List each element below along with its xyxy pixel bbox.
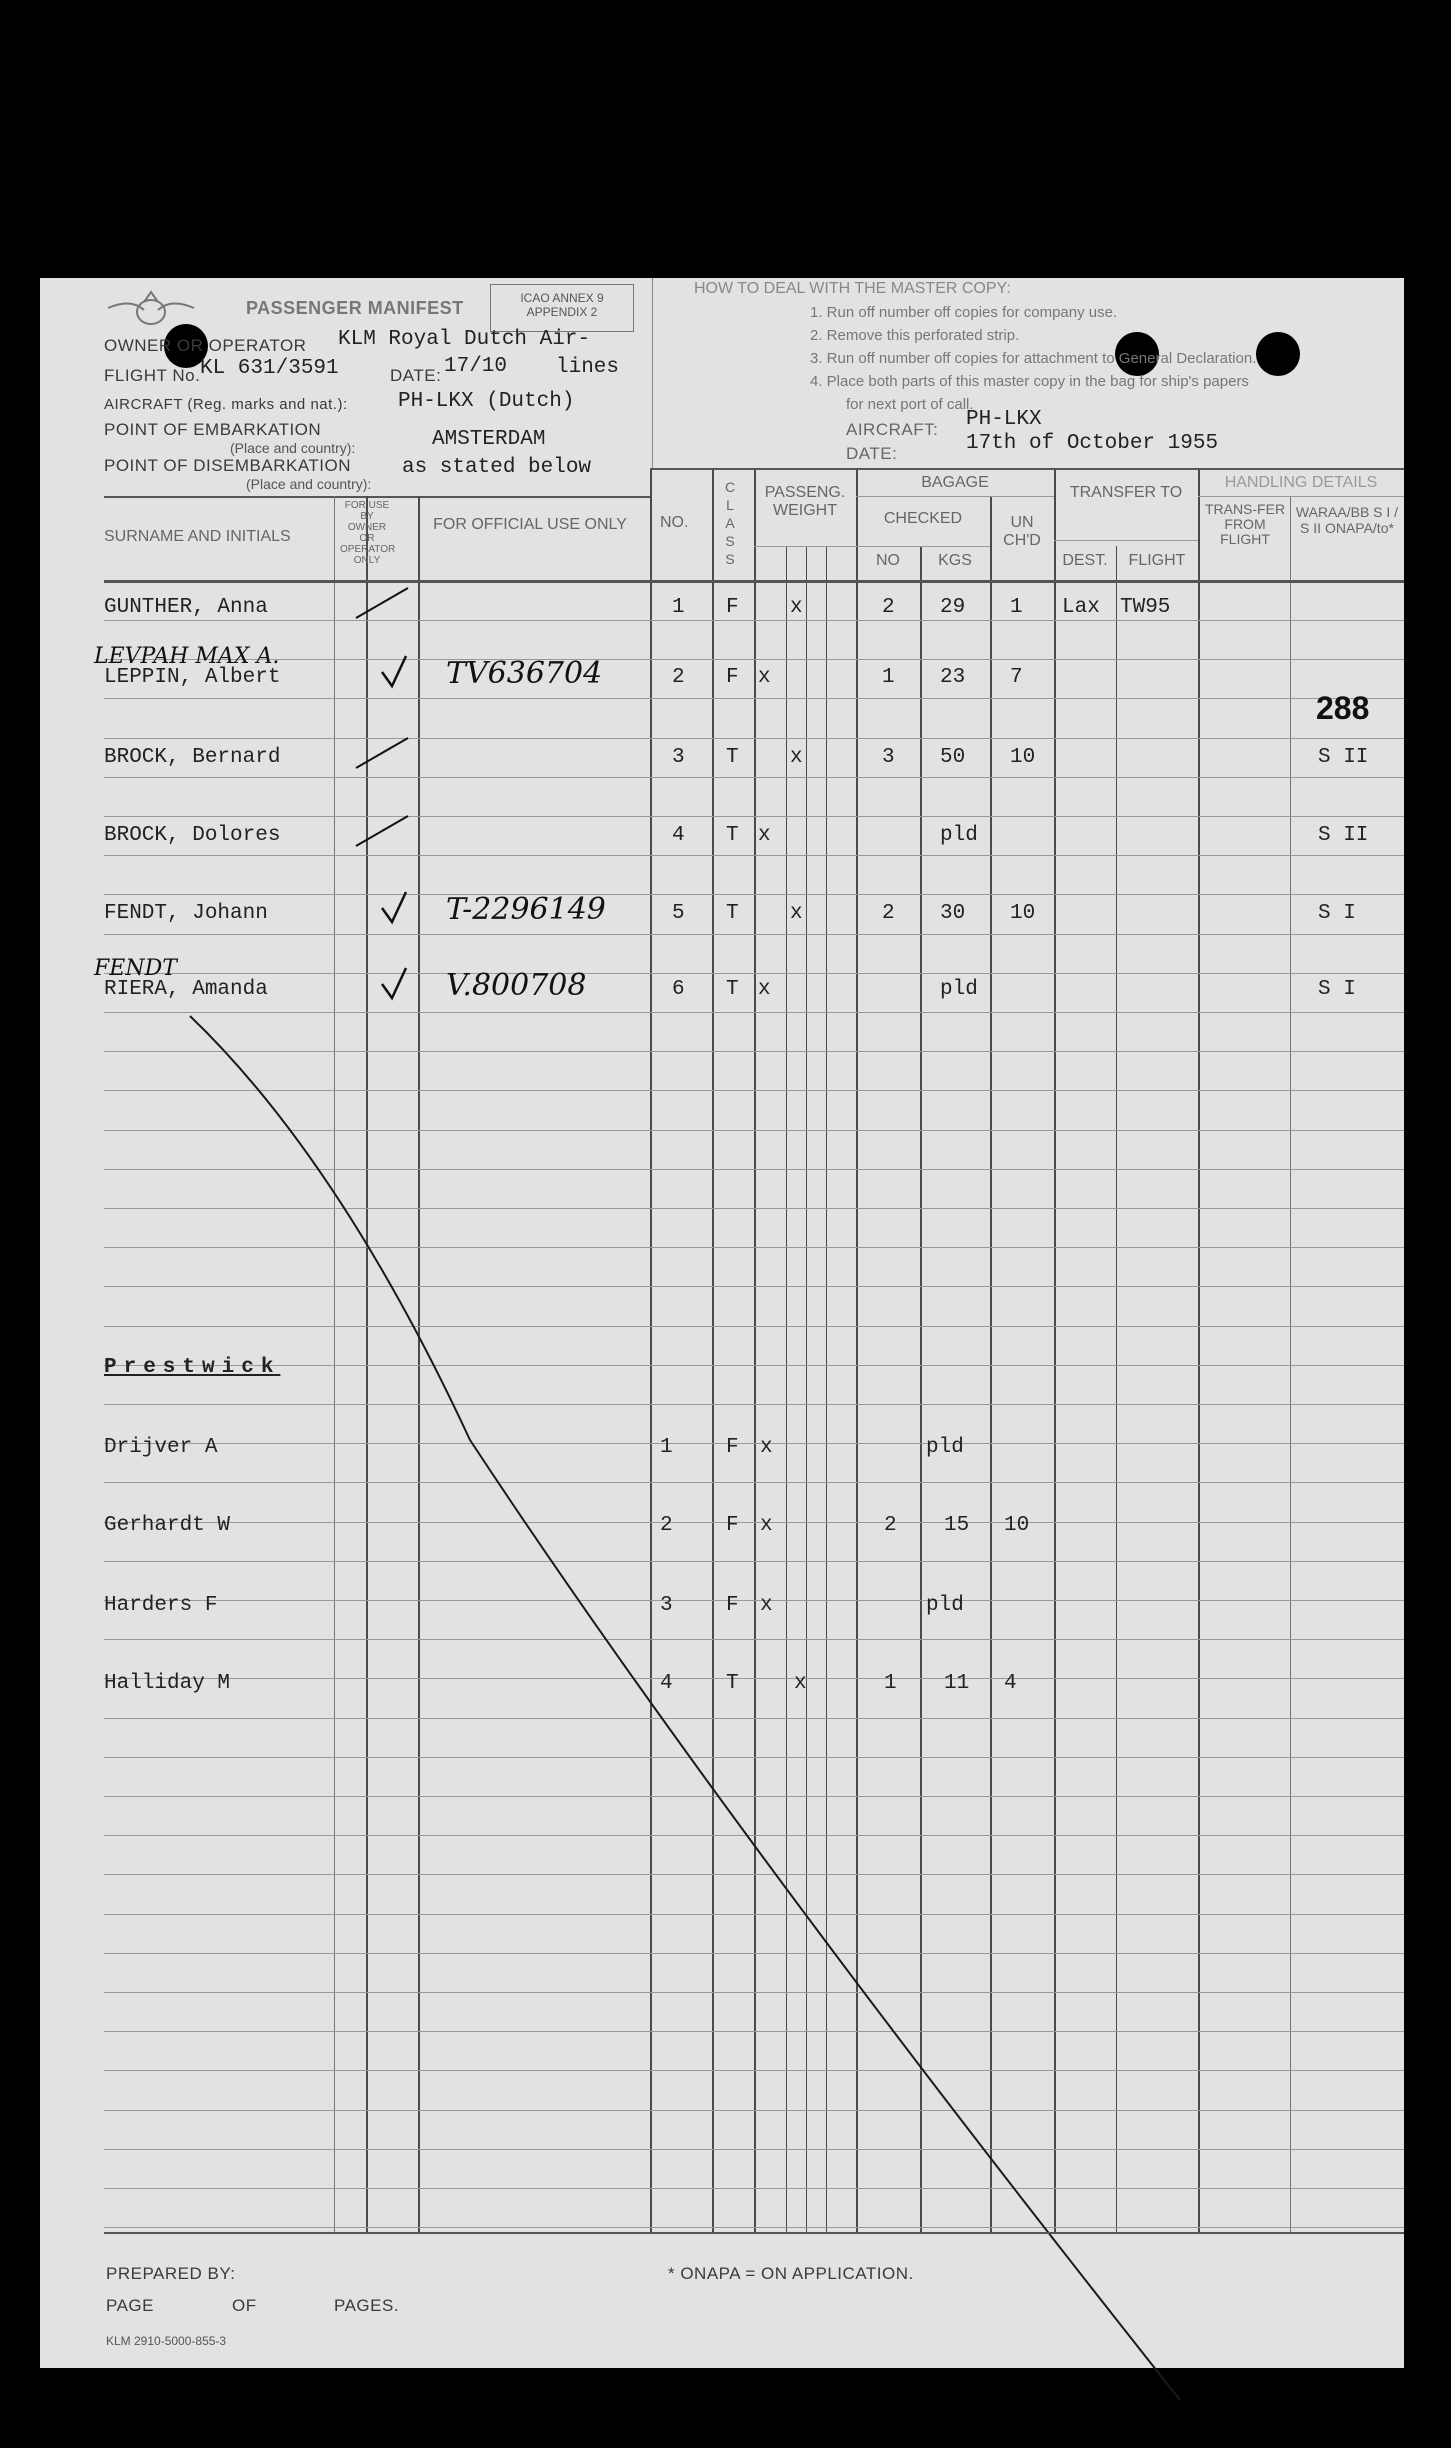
- passenger-name: FENDT, Johann: [104, 902, 268, 925]
- right-aircraft-value: PH-LKX: [966, 408, 1042, 431]
- instructions-title: HOW TO DEAL WITH THE MASTER COPY:: [694, 280, 1011, 297]
- col-header-bagage: BAGAGE: [921, 474, 989, 491]
- passenger-no: 2: [672, 666, 685, 689]
- aircraft-label: AIRCRAFT (Reg. marks and nat.):: [104, 396, 348, 413]
- owner-value: KLM Royal Dutch Air-: [338, 328, 591, 351]
- instruction-2: 2. Remove this perforated strip.: [810, 327, 1020, 344]
- col-header-official: FOR OFFICIAL USE ONLY: [433, 516, 627, 533]
- prepared-by-label: PREPARED BY:: [106, 2264, 236, 2283]
- handling-code: S I: [1318, 902, 1356, 925]
- disembark-label: POINT OF DISEMBARKATION: [104, 456, 352, 475]
- passenger-name: LEPPIN, Albert: [104, 666, 281, 689]
- instruction-5: for next port of call.: [846, 396, 974, 413]
- onapa-note: * ONAPA = ON APPLICATION.: [668, 2264, 914, 2283]
- form-title: PASSENGER MANIFEST: [246, 298, 464, 318]
- bag-kgs: 50: [940, 746, 966, 769]
- passenger-name: Harders F: [104, 1594, 218, 1617]
- passenger-class: F: [726, 1514, 739, 1537]
- col-header-surname: SURNAME AND INITIALS: [104, 528, 291, 545]
- flight-label: FLIGHT No.: [104, 366, 201, 385]
- passenger-name: RIERA, Amanda: [104, 978, 268, 1001]
- owner-value-cont: lines: [556, 356, 620, 379]
- bag-count: 2: [882, 596, 895, 619]
- handling-code: S I: [1318, 978, 1356, 1001]
- passenger-weight-mark: x: [760, 1594, 773, 1617]
- instruction-3: 3. Run off number off copies for attachment to General Declaration.: [810, 350, 1257, 367]
- instruction-4: 4. Place both parts of this master copy in the bag for ship's papers: [810, 373, 1249, 390]
- col-header-bag-no: NO: [876, 552, 900, 569]
- passenger-class: F: [726, 1436, 739, 1459]
- embark-sub: (Place and country):: [230, 440, 356, 456]
- transfer-dest: Lax: [1062, 596, 1100, 619]
- flight-value: KL 631/3591: [200, 357, 339, 380]
- bag-count: 2: [884, 1514, 897, 1537]
- passenger-name: Halliday M: [104, 1672, 231, 1695]
- bag-unchecked: 1: [1010, 596, 1023, 619]
- transfer-flight: TW95: [1120, 596, 1171, 619]
- passenger-no: 4: [660, 1672, 673, 1695]
- passenger-name: Gerhardt W: [104, 1514, 231, 1537]
- col-header-owner-use: FOR USE BY OWNER OR OPERATOR ONLY: [340, 500, 396, 566]
- col-header-transfer-from: TRANS-FER FROM FLIGHT: [1204, 501, 1286, 547]
- passenger-name: BROCK, Bernard: [104, 746, 281, 769]
- bag-kgs: 11: [944, 1672, 970, 1695]
- passenger-class: F: [726, 596, 739, 619]
- passenger-name: Drijver A: [104, 1436, 218, 1459]
- bag-count: 2: [882, 902, 895, 925]
- pages-label: PAGES.: [334, 2296, 400, 2315]
- handwritten-correction: LEVPAH MAX A.: [94, 644, 280, 669]
- bag-kgs: pld: [926, 1436, 964, 1459]
- passenger-weight-mark: x: [758, 978, 771, 1001]
- passenger-no: 1: [672, 596, 685, 619]
- passenger-class: F: [726, 666, 739, 689]
- bag-unchecked: 4: [1004, 1672, 1017, 1695]
- passenger-class: T: [726, 824, 739, 847]
- passenger-no: 2: [660, 1514, 673, 1537]
- bag-kgs: 30: [940, 902, 966, 925]
- col-header-handling: HANDLING DETAILS: [1224, 474, 1378, 491]
- handwritten-correction: FENDT: [94, 956, 177, 981]
- disembark-sub: (Place and country):: [246, 476, 372, 492]
- passenger-no: 5: [672, 902, 685, 925]
- passenger-no: 1: [660, 1436, 673, 1459]
- passenger-no: 3: [672, 746, 685, 769]
- right-date-label: DATE:: [846, 444, 898, 463]
- right-date-value: 17th of October 1955: [966, 432, 1219, 455]
- handling-code: S II: [1318, 824, 1369, 847]
- bag-kgs: 23: [940, 666, 966, 689]
- col-header-unchd: UN CH'D: [1003, 514, 1041, 549]
- bag-unchecked: 10: [1010, 746, 1036, 769]
- col-header-flight: FLIGHT: [1128, 552, 1186, 569]
- passenger-weight-mark: x: [760, 1436, 773, 1459]
- bag-count: 1: [882, 666, 895, 689]
- passenger-name: BROCK, Dolores: [104, 824, 281, 847]
- passenger-weight-mark: x: [794, 1672, 807, 1695]
- page-number-stamp: 288: [1316, 690, 1370, 726]
- aircraft-value: PH-LKX (Dutch): [398, 390, 575, 413]
- official-entry: TV636704: [446, 656, 603, 691]
- bag-kgs: pld: [940, 824, 978, 847]
- official-entry: V.800708: [446, 968, 587, 1003]
- official-entry: T-2296149: [446, 892, 606, 927]
- date-value: 17/10: [444, 355, 508, 378]
- passenger-weight-mark: x: [790, 902, 803, 925]
- passenger-weight-mark: x: [758, 824, 771, 847]
- icao-box: ICAO ANNEX 9 APPENDIX 2: [490, 284, 634, 332]
- col-header-weight: PASSENG. WEIGHT: [764, 484, 846, 519]
- bag-kgs: pld: [940, 978, 978, 1001]
- passenger-no: 6: [672, 978, 685, 1001]
- passenger-weight-mark: x: [760, 1514, 773, 1537]
- instruction-1: 1. Run off number off copies for company use.: [810, 304, 1118, 321]
- col-header-waraa: WARAA/BB S I / S II ONAPA/to*: [1295, 504, 1399, 536]
- bag-unchecked: 10: [1004, 1514, 1030, 1537]
- disembark-value: as stated below: [402, 456, 592, 479]
- col-header-dest: DEST.: [1062, 552, 1108, 569]
- col-header-checked: CHECKED: [883, 510, 963, 527]
- col-header-kgs: KGS: [938, 552, 972, 569]
- passenger-weight-mark: x: [758, 666, 771, 689]
- bag-kgs: 29: [940, 596, 966, 619]
- owner-label: OWNER OR OPERATOR: [104, 336, 307, 355]
- passenger-class: T: [726, 902, 739, 925]
- right-aircraft-label: AIRCRAFT:: [846, 420, 939, 439]
- footer-line: [104, 2232, 1404, 2234]
- section-title: Prestwick: [104, 1356, 281, 1379]
- col-header-class: CLASS: [724, 479, 736, 567]
- of-label: OF: [232, 2296, 257, 2315]
- passenger-no: 4: [672, 824, 685, 847]
- page-label: PAGE: [106, 2296, 154, 2315]
- col-header-no: NO.: [660, 514, 689, 531]
- embark-label: POINT OF EMBARKATION: [104, 420, 322, 439]
- bag-unchecked: 10: [1010, 902, 1036, 925]
- passenger-weight-mark: x: [790, 596, 803, 619]
- passenger-name: GUNTHER, Anna: [104, 596, 268, 619]
- handling-code: S II: [1318, 746, 1369, 769]
- passenger-class: T: [726, 978, 739, 1001]
- passenger-weight-mark: x: [790, 746, 803, 769]
- embark-value: AMSTERDAM: [432, 428, 546, 451]
- date-label: DATE:: [390, 366, 442, 385]
- passenger-class: T: [726, 1672, 739, 1695]
- bag-kgs: 15: [944, 1514, 970, 1537]
- passenger-class: F: [726, 1594, 739, 1617]
- bag-count: 3: [882, 746, 895, 769]
- bag-kgs: pld: [926, 1594, 964, 1617]
- col-header-transfer: TRANSFER TO: [1069, 484, 1183, 501]
- bag-count: 1: [884, 1672, 897, 1695]
- bag-unchecked: 7: [1010, 666, 1023, 689]
- passenger-no: 3: [660, 1594, 673, 1617]
- form-code: KLM 2910-5000-855-3: [106, 2334, 227, 2348]
- passenger-class: T: [726, 746, 739, 769]
